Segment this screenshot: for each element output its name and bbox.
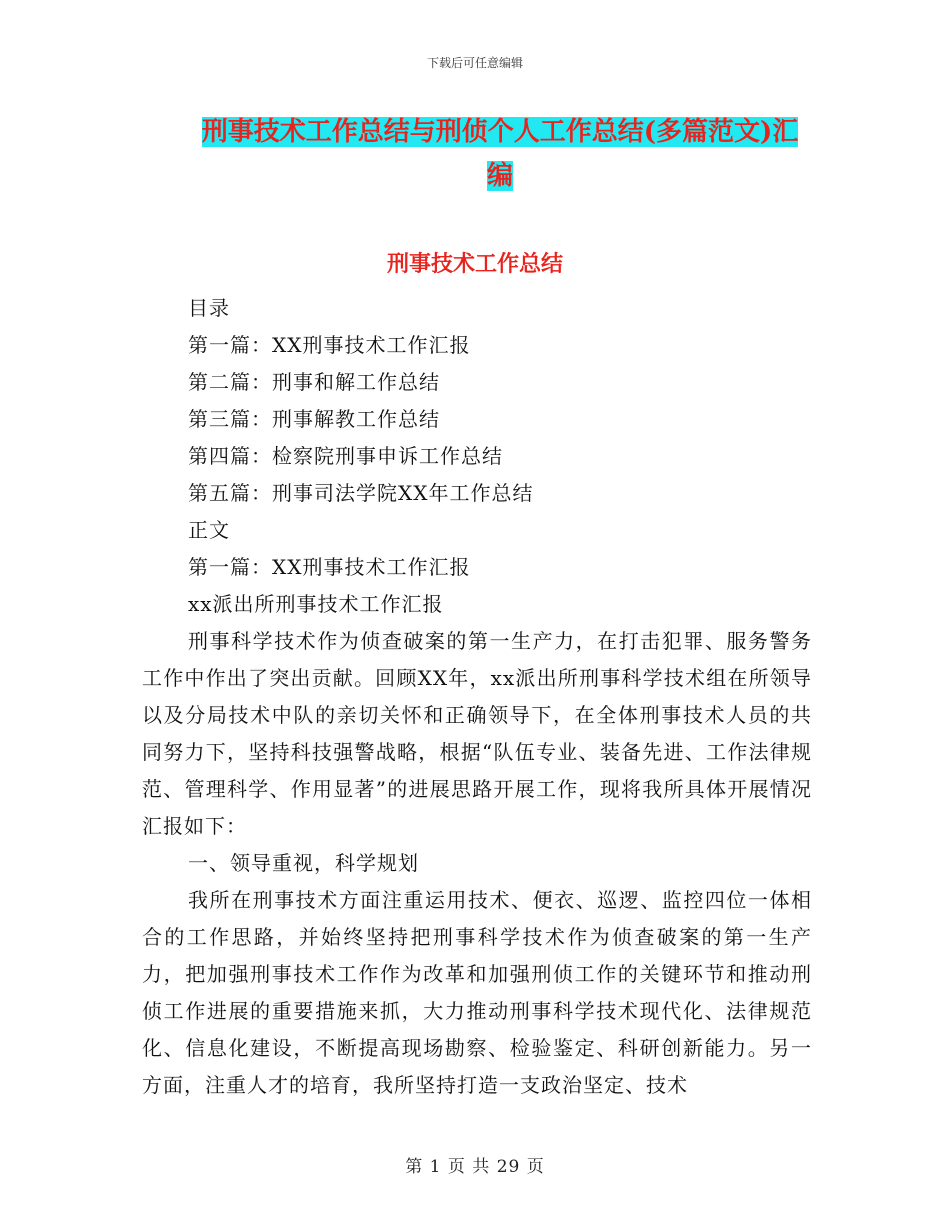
page-footer: 第 1 页 共 29 页 [405,1157,545,1177]
toc-item: 第四篇：检察院刑事申诉工作总结 [188,444,503,468]
body-label: 正文 [188,518,230,542]
toc-item: 第二篇：刑事和解工作总结 [188,370,440,394]
section-title: 刑事技术工作总结 [386,251,563,277]
header-note: 下载后可任意编辑 [426,56,523,70]
document-title [160,110,840,198]
document-body [142,290,812,1104]
toc-item: 第五篇：刑事司法学院XX年工作总结 [188,481,534,505]
article-subtitle: xx派出所刑事技术工作汇报 [188,592,444,616]
toc-item: 第三篇：刑事解教工作总结 [188,407,440,431]
paragraph: 我所在刑事技术方面注重运用技术、便衣、巡逻、监控四位一体相合的工作思路，并始终坚持把刑事科学技术作为侦查破案的第一生产力，把加强刑事技术工作作为改革和加强刑侦工作的关键环节和推动刑侦工作进展的重要措施来抓，大力推动刑事科学技术现代化、法律规范化、信息化建设，不断提高现场勘察、检验鉴定、科研创新能力。另一方面，注重人才的培育，我所坚持打造一支政治坚定、技术 [142,888,812,1097]
document-title-line-2: 编 [486,161,513,191]
paragraph: 刑事科学技术作为侦查破案的第一生产力，在打击犯罪、服务警务工作中作出了突出贡献。回顾XX年，xx派出所刑事科学技术组在所领导以及分局技术中队的亲切关怀和正确领导下，在全体刑事技术人员的共同努力下，坚持科技强警战略，根据“队伍专业、装备先进、工作法律规范、管理科学、作用显著”的进展思路开展工作，现将我所具体开展情况汇报如下： [142,629,812,838]
toc-heading: 目录 [188,296,230,320]
section-heading: 一、领导重视，科学规划 [188,851,419,875]
document-title-line-1: 刑事技术工作总结与刑侦个人工作总结(多篇范文)汇 [201,117,799,147]
article-heading: 第一篇：XX刑事技术工作汇报 [188,555,471,579]
toc-item: 第一篇：XX刑事技术工作汇报 [188,333,471,357]
